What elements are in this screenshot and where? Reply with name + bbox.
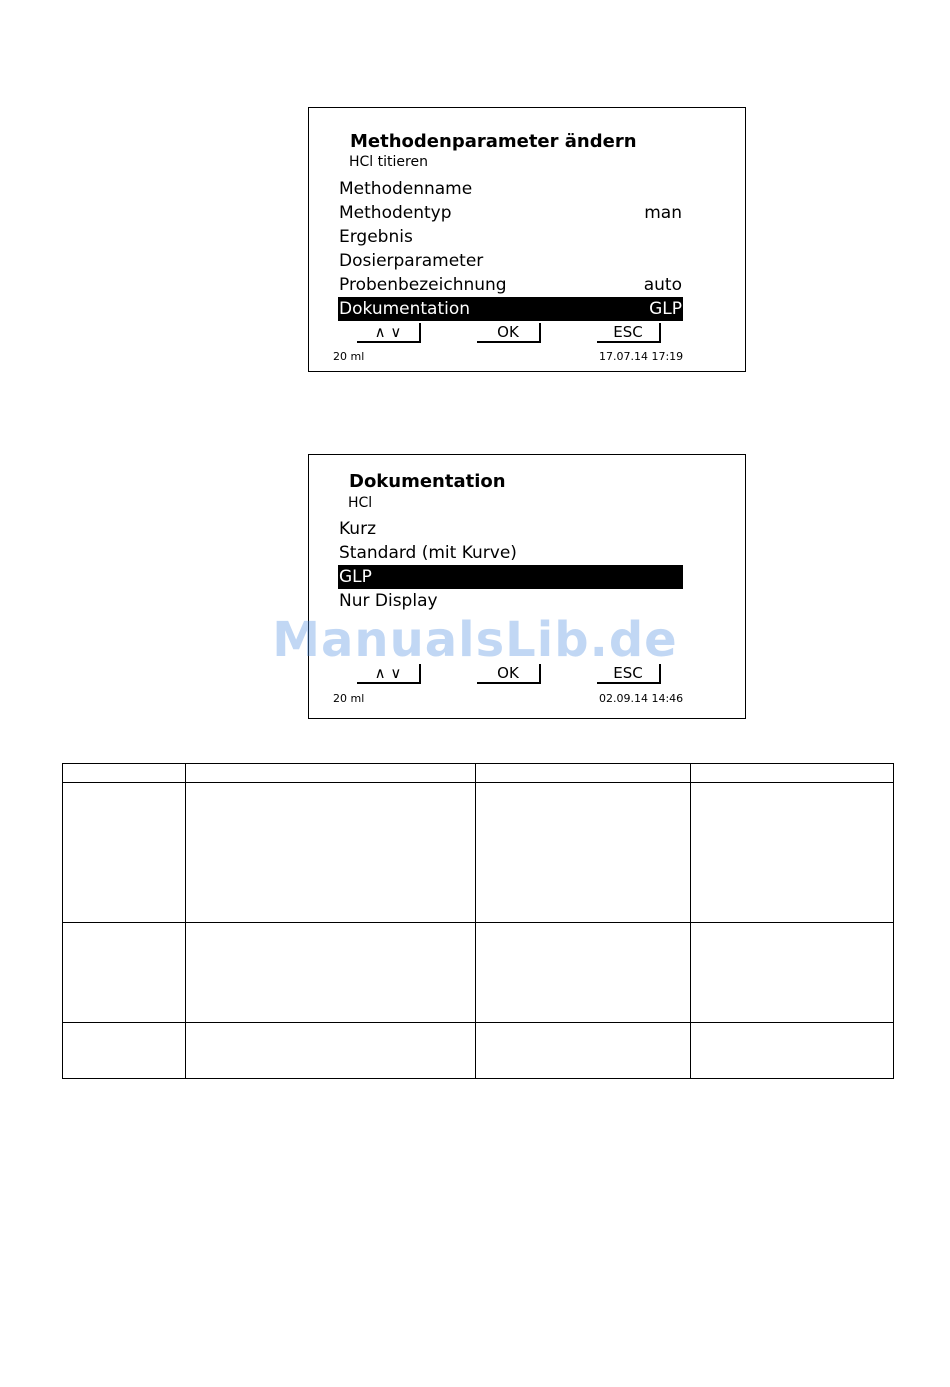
datetime-status: 17.07.14 17:19 [599,350,684,363]
esc-button[interactable]: ESC [597,664,661,684]
menu-item-label: Methodentyp [339,203,452,223]
menu-item-value: man [644,203,682,223]
table-cell [476,1023,691,1079]
menu-item-label: Nur Display [339,591,438,611]
table-cell [476,764,691,783]
screen-subtitle: HCl titieren [349,154,428,170]
table-cell [63,923,186,1023]
datetime-status: 02.09.14 14:46 [599,692,684,705]
table-header-row [63,764,894,783]
menu-item-label: Dokumentation [339,299,471,319]
table-row [63,783,894,923]
menu-item-dokumentation[interactable] [338,297,683,321]
volume-status: 20 ml [333,692,365,705]
ok-button[interactable]: OK [477,664,541,684]
menu-item-label: Kurz [339,519,376,539]
menu-item-standard[interactable] [338,541,683,565]
menu-item-value: GLP [649,299,682,319]
table-cell [186,1023,476,1079]
table-cell [691,923,894,1023]
table-cell [691,764,894,783]
volume-status: 20 ml [333,350,365,363]
table-cell [63,1023,186,1079]
table-cell [186,783,476,923]
table-cell [63,764,186,783]
device-screen-documentation [308,454,746,719]
device-screen-method-parameters [308,107,746,372]
menu-item-label: Probenbezeichnung [339,275,507,295]
menu-item-label: Ergebnis [339,227,413,247]
menu-item-glp[interactable] [338,565,683,589]
screen-title: Dokumentation [349,471,506,492]
table-cell [476,783,691,923]
menu-item-probenbezeichnung[interactable] [338,273,683,297]
parameter-menu [338,177,683,321]
menu-item-nur-display[interactable] [338,589,683,613]
table-cell [186,764,476,783]
menu-item-value: auto [643,275,682,295]
table-cell [691,783,894,923]
menu-item-methodentyp[interactable] [338,201,683,225]
esc-button[interactable]: ESC [597,323,661,343]
up-down-button[interactable]: ∧ ∨ [357,664,421,684]
menu-item-label: Standard (mit Kurve) [339,543,517,563]
menu-item-kurz[interactable] [338,517,683,541]
table-cell [476,923,691,1023]
menu-item-methodenname[interactable] [338,177,683,201]
menu-item-ergebnis[interactable] [338,225,683,249]
watermark: ManualsLib.de [272,612,678,668]
menu-item-label: Methodenname [339,179,473,199]
table-cell [186,923,476,1023]
screen-title: Methodenparameter ändern [350,131,637,152]
menu-item-label: Dosierparameter [339,251,484,271]
ok-button[interactable]: OK [477,323,541,343]
table-row [63,923,894,1023]
up-down-button[interactable]: ∧ ∨ [357,323,421,343]
table-row [63,1023,894,1079]
menu-item-label: GLP [339,567,372,587]
menu-item-dosierparameter[interactable] [338,249,683,273]
table-cell [63,783,186,923]
screen-subtitle: HCl [348,495,373,511]
table-cell [691,1023,894,1079]
documentation-menu [338,517,683,613]
empty-table [62,763,894,1079]
